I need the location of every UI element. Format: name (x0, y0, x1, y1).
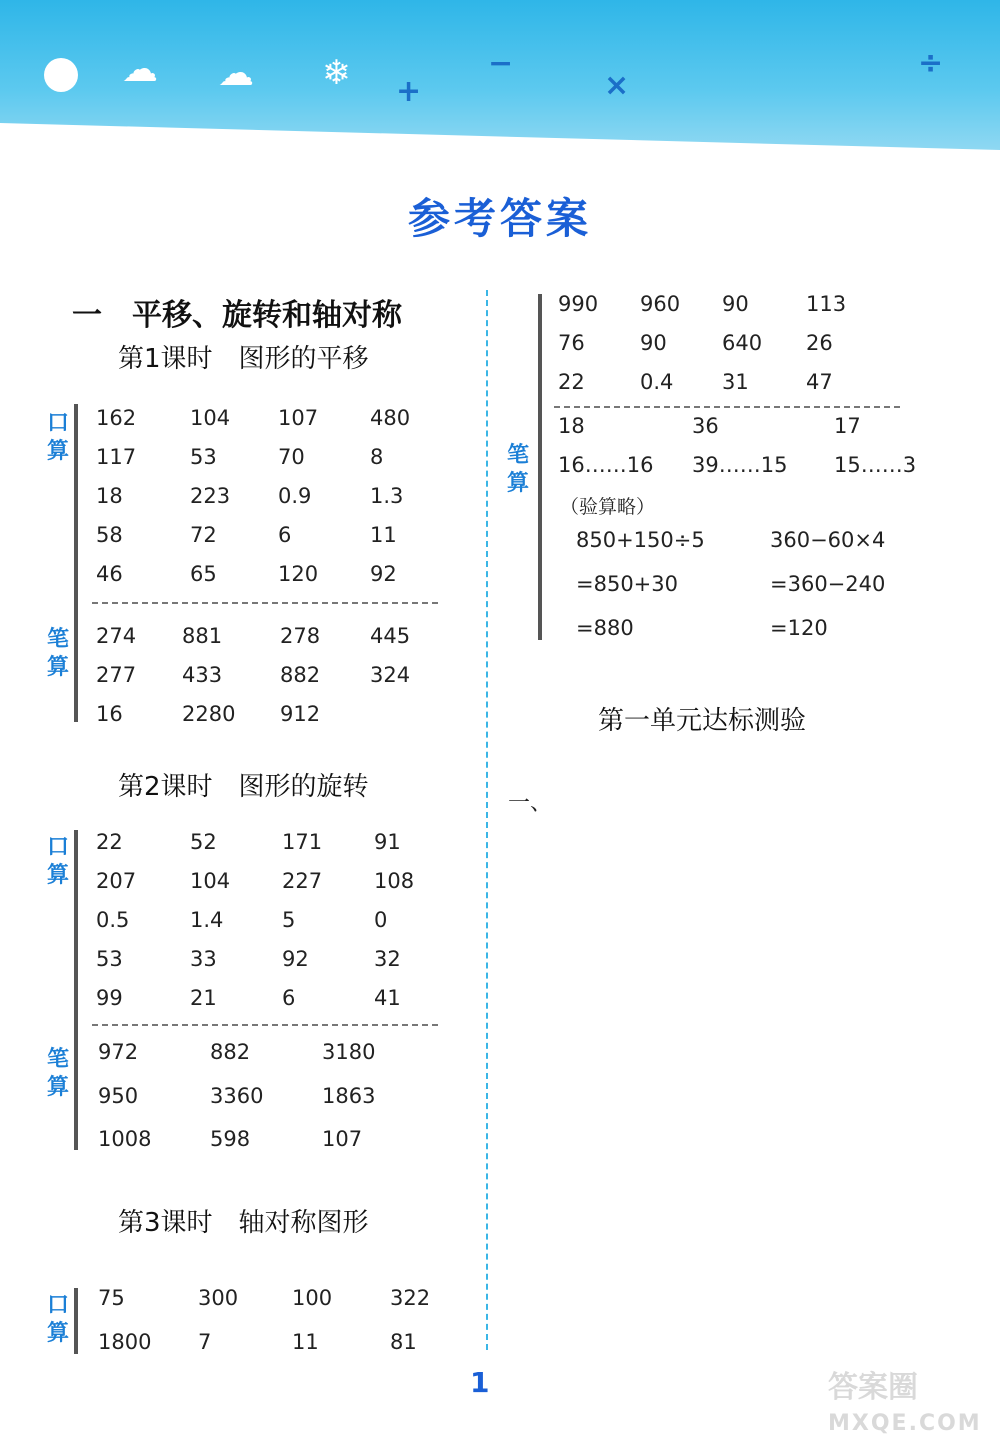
answer-cell: 2280 (182, 702, 236, 726)
answer-cell: 90 (640, 331, 667, 355)
page-number: 1 (470, 1366, 490, 1399)
answer-cell: 26 (806, 331, 833, 355)
answer-cell: 18 (558, 414, 585, 438)
label-kousuan: 口算 (46, 1293, 69, 1346)
answer-cell: 92 (370, 562, 397, 586)
lesson3-heading: 第3课时 轴对称图形 (118, 1208, 369, 1238)
dashed-separator (92, 602, 438, 604)
answer-cell: 277 (96, 663, 137, 687)
answer-cell: 1863 (322, 1083, 376, 1108)
test-marker: 一、 (508, 791, 553, 816)
answer-cell: 104 (190, 869, 231, 893)
answer-cell: 120 (278, 562, 319, 586)
answer-cell: 75 (98, 1286, 125, 1310)
test-heading: 第一单元达标测验 (598, 706, 807, 736)
sun-icon (44, 58, 78, 92)
answer-cell: =880 (576, 616, 634, 640)
answer-cell: 5 (282, 908, 296, 932)
page-title: 参考答案 (407, 194, 592, 243)
answer-cell: 950 (98, 1083, 139, 1108)
answer-cell: 108 (374, 869, 415, 893)
answer-cell: 100 (292, 1286, 333, 1310)
answer-cell: 22 (558, 370, 585, 394)
answer-cell: 1800 (98, 1330, 152, 1354)
label-bisuan: 笔算 (506, 443, 529, 496)
answer-cell: 11 (292, 1330, 319, 1354)
answer-cell: 91 (374, 830, 401, 854)
answer-cell: 972 (98, 1040, 139, 1064)
answer-cell: 171 (282, 830, 323, 854)
answer-cell: 433 (182, 663, 223, 687)
answer-cell: 107 (322, 1127, 363, 1151)
answer-cell: 16……16 (558, 453, 654, 477)
answer-cell: 278 (280, 624, 321, 648)
plus-icon: + (396, 74, 422, 109)
answer-cell: 8 (370, 445, 384, 469)
answer-cell: 223 (190, 484, 231, 508)
answer-cell: 960 (640, 292, 681, 316)
answer-cell: 72 (190, 523, 217, 547)
answer-cell: 324 (370, 663, 411, 687)
answer-cell: 0.4 (640, 370, 674, 394)
answer-cell: 6 (282, 986, 296, 1010)
divide-icon: ÷ (918, 46, 944, 81)
answer-cell: 882 (280, 663, 321, 687)
minus-icon: − (488, 46, 514, 81)
answer-cell: 227 (282, 869, 323, 893)
answer-cell: 990 (558, 292, 599, 316)
answer-cell: 41 (374, 986, 401, 1010)
lesson2-heading: 第2课时 图形的旋转 (118, 772, 369, 802)
section-bar (74, 1288, 78, 1354)
watermark: 答案圈 MXQE.COM (828, 1370, 982, 1436)
answer-cell: 46 (96, 562, 123, 586)
unit-heading: 一 平移、旋转和轴对称 (72, 298, 402, 333)
answer-cell: 1.4 (190, 908, 224, 932)
answer-cell: 39……15 (692, 453, 788, 477)
answer-cell: 117 (96, 445, 137, 469)
answer-cell: 640 (722, 331, 763, 355)
answer-cell: 1008 (98, 1127, 152, 1151)
column-divider (486, 290, 488, 1350)
answer-cell: =360−240 (770, 572, 886, 596)
answer-cell: 70 (278, 445, 305, 469)
answer-cell: 21 (190, 986, 217, 1010)
answer-cell: 15……3 (834, 453, 917, 477)
answer-cell: 11 (370, 523, 397, 547)
answer-cell: 32 (374, 947, 401, 971)
answer-cell: 274 (96, 624, 137, 648)
answer-cell: 445 (370, 624, 411, 648)
section-bar (74, 404, 78, 722)
answer-cell: 58 (96, 523, 123, 547)
answer-cell: 113 (806, 292, 847, 316)
answer-cell: 53 (96, 947, 123, 971)
answer-cell: 31 (722, 370, 749, 394)
answer-cell: =850+30 (576, 572, 678, 596)
lesson1-heading: 第1课时 图形的平移 (118, 344, 369, 374)
answer-cell: 92 (282, 947, 309, 971)
answer-cell: 99 (96, 986, 123, 1010)
answer-cell: 162 (96, 406, 137, 430)
dashed-separator (554, 406, 900, 408)
answer-cell: 0.5 (96, 908, 130, 932)
answer-cell: 33 (190, 947, 217, 971)
answer-cell: 1.3 (370, 484, 404, 508)
answer-cell: 207 (96, 869, 137, 893)
answer-cell: 76 (558, 331, 585, 355)
answer-cell: 0 (374, 908, 388, 932)
answer-cell: 36 (692, 414, 719, 438)
answer-cell: 3360 (210, 1083, 264, 1108)
answer-cell: 81 (390, 1330, 417, 1354)
times-icon: × (604, 68, 630, 103)
section-bar (538, 294, 542, 640)
dashed-separator (92, 1024, 438, 1026)
answer-cell: 18 (96, 484, 123, 508)
check-note: （验算略） (560, 496, 656, 518)
answer-cell: 104 (190, 406, 231, 430)
answer-cell: 881 (182, 624, 223, 648)
answer-cell: 7 (198, 1330, 212, 1354)
answer-cell: 22 (96, 830, 123, 854)
answer-cell: 53 (190, 445, 217, 469)
label-bisuan: 笔算 (46, 1047, 69, 1100)
answer-cell: 90 (722, 292, 749, 316)
label-kousuan: 口算 (46, 411, 69, 464)
answer-cell: 0.9 (278, 484, 312, 508)
answer-cell: 17 (834, 414, 861, 438)
answer-cell: 52 (190, 830, 217, 854)
answer-cell: 300 (198, 1286, 239, 1310)
answer-cell: 107 (278, 406, 319, 430)
answer-cell: 322 (390, 1286, 431, 1310)
answer-cell: 6 (278, 523, 292, 547)
answer-cell: 3180 (322, 1040, 376, 1064)
answer-cell: 912 (280, 702, 321, 726)
answer-cell: 47 (806, 370, 833, 394)
cloud-icon: ☁ (122, 49, 158, 90)
rain-cloud-icon: ☁ (218, 53, 254, 94)
answer-cell: 480 (370, 406, 411, 430)
label-kousuan: 口算 (46, 835, 69, 888)
snowflake-icon: ❄ (322, 53, 351, 93)
label-bisuan: 笔算 (46, 627, 69, 680)
answer-cell: 850+150÷5 (576, 528, 705, 552)
answer-cell: =120 (770, 616, 828, 640)
answer-cell: 16 (96, 702, 123, 726)
answer-cell: 598 (210, 1127, 251, 1151)
answer-cell: 882 (210, 1040, 251, 1064)
answer-cell: 360−60×4 (770, 528, 886, 552)
answer-cell: 65 (190, 562, 217, 586)
section-bar (74, 830, 78, 1150)
